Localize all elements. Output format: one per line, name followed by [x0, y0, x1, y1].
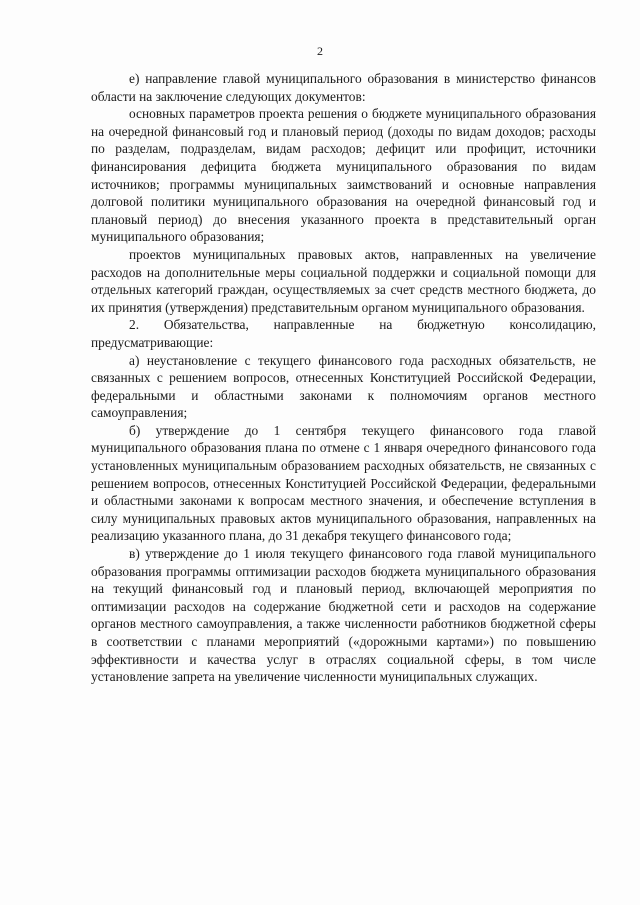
- paragraph-v-optimization-program: в) утверждение до 1 июля текущего финансового года главой муниципального образования программы оптимизации расходов бюджета муниципального образования на текущий финансовый год и плановый период, включающей мероприятия по оптимизации расходов на содержание бюджетной сети и расходов на содержание органов местного самоуправления, а также численности работников бюджетной сферы в соответствии с планами мероприятий («дорожными картами») по повышению эффективности и качества услуг в отраслях социальной сферы, в том числе установление запрета на увеличение численности муниципальных служащих.: [91, 546, 596, 685]
- page-number: 2: [317, 44, 323, 58]
- paragraph-a-non-establishment: а) неустановление с текущего финансового года расходных обязательств, не связанных с решением вопросов, отнесенных Конституцией Российской Федерации, федеральными и областными законами к полномочиям органов местного самоуправления;: [91, 352, 596, 421]
- paragraph-e-submission: е) направление главой муниципального образования в министерство финансов области на заключение следующих документов:: [91, 71, 596, 104]
- paragraph-legal-acts-projects: проектов муниципальных правовых актов, направленных на увеличение расходов на дополнительные меры социальной поддержки и социальной помощи для отдельных категорий граждан, осуществляемых за счет средств местного бюджета, до их принятия (утверждения) представительным органом муниципального образования.: [91, 246, 596, 315]
- paragraph-b-cancellation-plan: б) утверждение до 1 сентября текущего финансового года главой муниципального образования плана по отмене с 1 января очередного финансового года установленных муниципальным образованием расходных обязательств, не связанных с решением вопросов, отнесенных Конституцией Российской Федерации, федеральными и областными законами к вопросам местного значения, и обеспечение вступления в силу муниципальных правовых актов муниципального образования, направленных на реализацию указанного плана, до 31 декабря текущего финансового года;: [91, 422, 596, 544]
- paragraph-budget-parameters: основных параметров проекта решения о бюджете муниципального образования на очередной финансовый год и плановый период (доходы по видам доходов; расходы по разделам, подразделам, видам расходов; дефицит или профицит, источники финансирования дефицита бюджета муниципального образования по видам источников; программы муниципальных заимствований и основные направления долговой политики муниципального образования на очередной финансовый год и плановый период) до внесения указанного проекта в представительный орган муниципального образования;: [91, 106, 596, 245]
- document-body: [91, 70, 596, 686]
- paragraph-obligations-heading: 2. Обязательства, направленные на бюджетную консолидацию, предусматривающие:: [91, 317, 596, 350]
